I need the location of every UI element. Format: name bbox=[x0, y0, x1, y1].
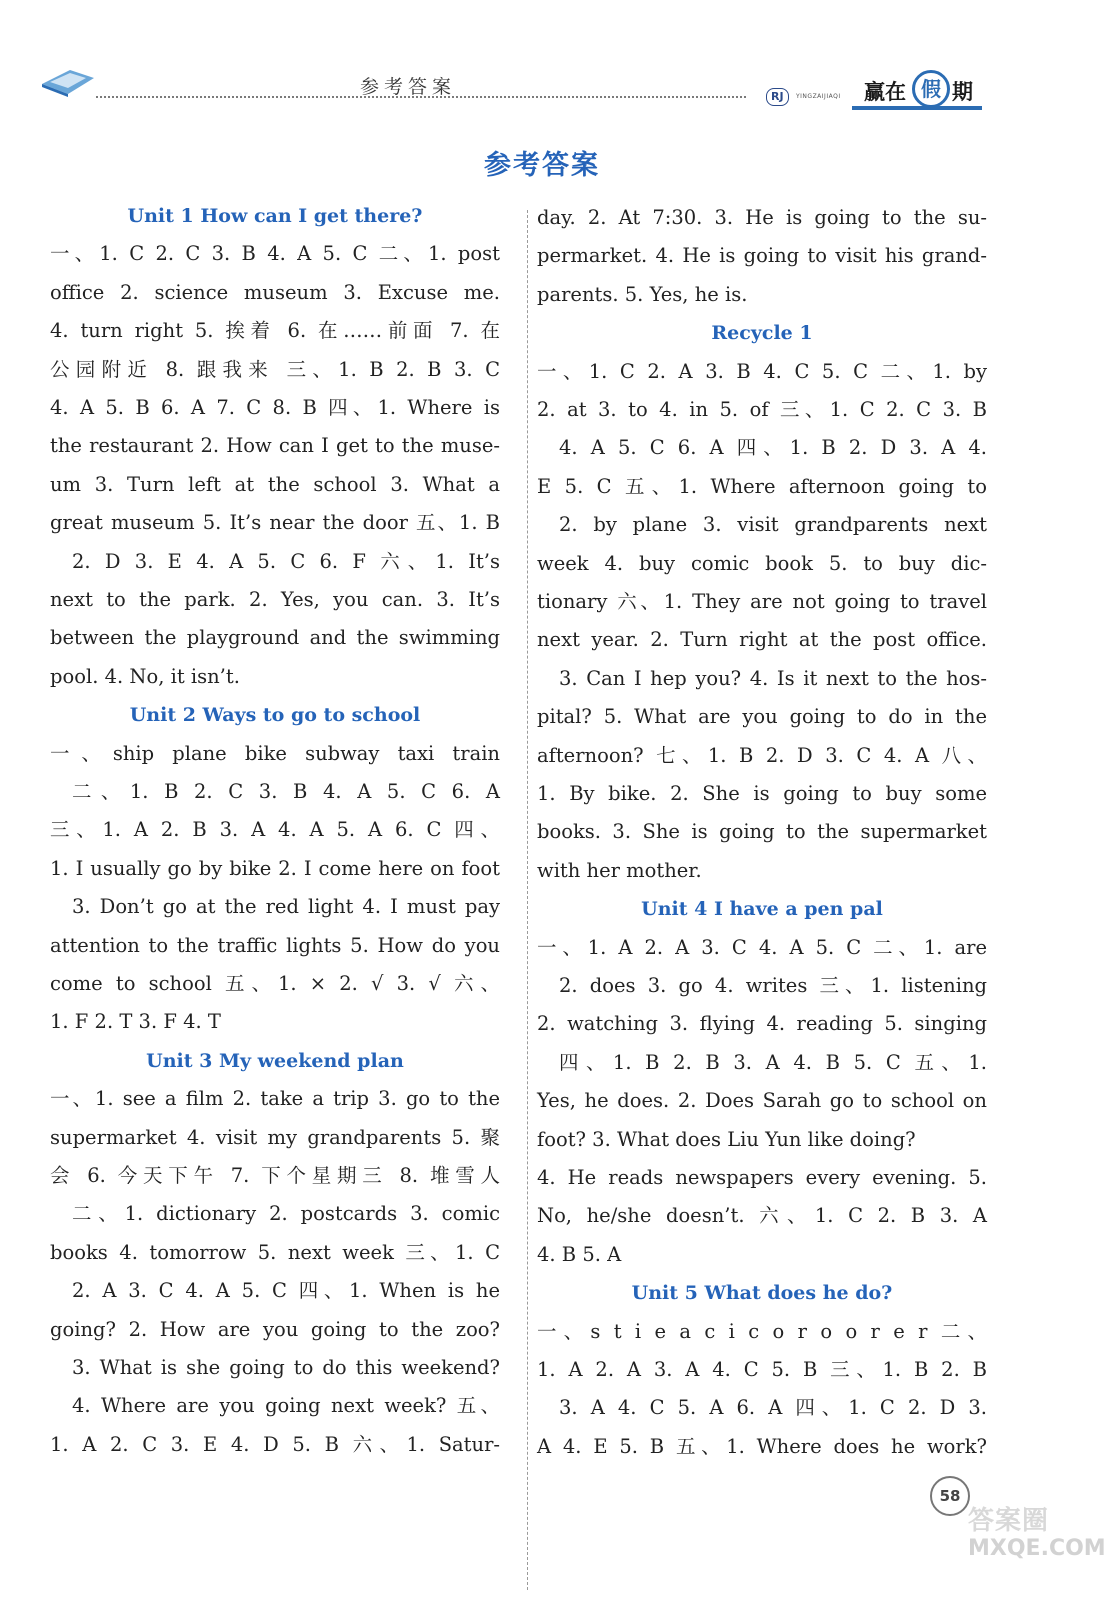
answer-line: 2. by plane 3. visit grandparents next bbox=[559, 513, 987, 537]
answer-line: pital? 5. What are you going to do in the bbox=[537, 705, 987, 729]
answer-line: next year. 2. Turn right at the post office. bbox=[537, 628, 987, 652]
section-heading: Recycle 1 bbox=[711, 322, 813, 345]
answer-line: parents. 5. Yes, he is. bbox=[537, 282, 748, 306]
answer-line: E 5. C 五、1. Where afternoon going to bbox=[537, 474, 987, 498]
answer-line: 二、1. dictionary 2. postcards 3. comic bbox=[72, 1202, 500, 1226]
answer-line: No, he/she doesn’t. 六、1. C 2. B 3. A bbox=[537, 1204, 987, 1228]
answer-line: 3. A 4. C 5. A 6. A 四、1. C 2. D 3. bbox=[559, 1396, 987, 1420]
answer-line: week 4. buy comic book 5. to buy dic- bbox=[537, 551, 987, 575]
answer-line: 一、1. A 2. A 3. C 4. A 5. C 二、1. are bbox=[537, 935, 987, 959]
book-logo-icon bbox=[40, 64, 96, 98]
answer-line: pool. 4. No, it isn’t. bbox=[50, 664, 240, 688]
answer-line: 1. A 2. A 3. A 4. C 5. B 三、1. B 2. B bbox=[537, 1358, 987, 1381]
answer-line: 2. does 3. go 4. writes 三、1. listening bbox=[559, 974, 987, 997]
answer-line: tionary 六、1. They are not going to travel bbox=[537, 590, 987, 613]
answer-line: next to the park. 2. Yes, you can. 3. It’s bbox=[50, 588, 500, 611]
answer-line: 4. B 5. A bbox=[537, 1242, 622, 1266]
answer-line: 一、1. C 2. A 3. B 4. C 5. C 二、1. by bbox=[537, 359, 987, 383]
answer-line: 1. I usually go by bike 2. I come here on foot bbox=[50, 856, 500, 880]
brand-logo bbox=[852, 70, 984, 112]
brand-text-right: 期 bbox=[952, 80, 973, 104]
answer-line: come to school 五、1. × 2. √ 3. √ 六、 bbox=[50, 972, 500, 995]
answer-line: books 4. tomorrow 5. next week 三、1. C bbox=[50, 1240, 500, 1264]
answer-line: 1. A 2. C 3. E 4. D 5. B 六、1. Satur- bbox=[50, 1432, 500, 1456]
answer-line: day. 2. At 7:30. 3. He is going to the su- bbox=[537, 206, 987, 229]
answer-line: 一、1. C 2. C 3. B 4. A 5. C 二、1. post bbox=[50, 242, 500, 266]
page-number: 58 bbox=[930, 1476, 970, 1516]
answer-line: A 4. E 5. B 五、1. Where does he work? bbox=[537, 1434, 987, 1458]
answer-line: 2. A 3. C 4. A 5. C 四、1. When is he bbox=[72, 1279, 500, 1303]
edition-badge: RJ bbox=[766, 88, 789, 106]
answer-line: 3. What is she going to do this weekend? bbox=[72, 1356, 500, 1379]
answer-line: Yes, he does. 2. Does Sarah go to school on bbox=[537, 1089, 987, 1113]
column-divider bbox=[527, 210, 528, 1590]
answer-line: 4. A 5. C 6. A 四、1. B 2. D 3. A 4. bbox=[559, 436, 987, 460]
brand-text-mid: 假 bbox=[912, 70, 950, 108]
answer-line: 一、s t i e a c i c o r o o r e r 二、 bbox=[537, 1319, 987, 1343]
answer-line: 3. Don’t go at the red light 4. I must pay bbox=[72, 895, 500, 919]
watermark-url: MXQE.COM bbox=[968, 1536, 1106, 1561]
answer-line: with her mother. bbox=[537, 858, 702, 882]
header-title: 参考答案 bbox=[360, 76, 457, 98]
answer-line: 2. D 3. E 4. A 5. C 6. F 六、1. It’s bbox=[72, 549, 500, 573]
answer-line: going? 2. How are you going to the zoo? bbox=[50, 1317, 500, 1341]
brand-text-left: 赢在 bbox=[864, 80, 906, 104]
edition-subtitle: YINGZAIJIAQI bbox=[796, 93, 841, 100]
answer-line: 2. at 3. to 4. in 5. of 三、1. C 2. C 3. B bbox=[537, 398, 987, 421]
answer-line: 3. Can I hep you? 4. Is it next to the hos- bbox=[559, 666, 987, 690]
answer-line: attention to the traffic lights 5. How do you bbox=[50, 933, 500, 957]
answer-line: 2. watching 3. flying 4. reading 5. singing bbox=[537, 1012, 987, 1036]
section-heading: Unit 2 Ways to go to school bbox=[129, 704, 421, 727]
answer-line: books. 3. She is going to the supermarket bbox=[537, 820, 987, 844]
answer-line: 四、1. B 2. B 3. A 4. B 5. C 五、1. bbox=[559, 1050, 987, 1074]
answer-line: great museum 5. It’s near the door 五、1. B bbox=[50, 511, 500, 535]
answer-line: 三、1. A 2. B 3. A 4. A 5. A 6. C 四、 bbox=[50, 818, 500, 842]
answer-line: 一、1. see a film 2. take a trip 3. go to the bbox=[50, 1087, 500, 1111]
answer-line: 一、ship plane bike subway taxi train bbox=[50, 741, 500, 765]
answer-line: supermarket 4. visit my grandparents 5. 聚 bbox=[50, 1125, 500, 1149]
answer-line: 4. He reads newspapers every evening. 5. bbox=[537, 1166, 987, 1189]
answer-line: 会 6. 今天下午 7. 下个星期三 8. 堆雪人 bbox=[50, 1164, 500, 1187]
page-title: 参考答案 bbox=[484, 150, 600, 181]
answer-line: permarket. 4. He is going to visit his grand- bbox=[537, 244, 987, 268]
answer-line: afternoon? 七、1. B 2. D 3. C 4. A 八、 bbox=[537, 743, 987, 767]
answer-line: um 3. Turn left at the school 3. What a bbox=[50, 472, 500, 496]
brand-underline bbox=[852, 106, 982, 110]
page-header bbox=[0, 0, 1084, 130]
section-heading: Unit 3 My weekend plan bbox=[146, 1049, 404, 1072]
answer-line: 1. By bike. 2. She is going to buy some bbox=[537, 782, 987, 805]
section-heading: Unit 4 I have a pen pal bbox=[641, 898, 883, 921]
answer-line: 二、1. B 2. C 3. B 4. A 5. C 6. A bbox=[72, 780, 500, 803]
answer-line: 4. turn right 5. 挨着 6. 在……前面 7. 在 bbox=[50, 319, 500, 343]
answer-line: 4. Where are you going next week? 五、 bbox=[72, 1394, 500, 1418]
answer-line: between the playground and the swimming bbox=[50, 626, 500, 650]
answer-line: foot? 3. What does Liu Yun like doing? bbox=[537, 1127, 916, 1151]
section-heading: Unit 5 What does he do? bbox=[631, 1282, 893, 1305]
answer-line: the restaurant 2. How can I get to the muse- bbox=[50, 434, 500, 458]
answer-line: 公园附近 8. 跟我来 三、1. B 2. B 3. C bbox=[50, 357, 500, 381]
answer-line: office 2. science museum 3. Excuse me. bbox=[50, 280, 500, 304]
answer-line: 1. F 2. T 3. F 4. T bbox=[50, 1010, 221, 1034]
section-heading: Unit 1 How can I get there? bbox=[127, 205, 423, 227]
answer-line: 4. A 5. B 6. A 7. C 8. B 四、1. Where is bbox=[50, 396, 500, 419]
watermark-logo: 答案圈 bbox=[968, 1506, 1050, 1536]
